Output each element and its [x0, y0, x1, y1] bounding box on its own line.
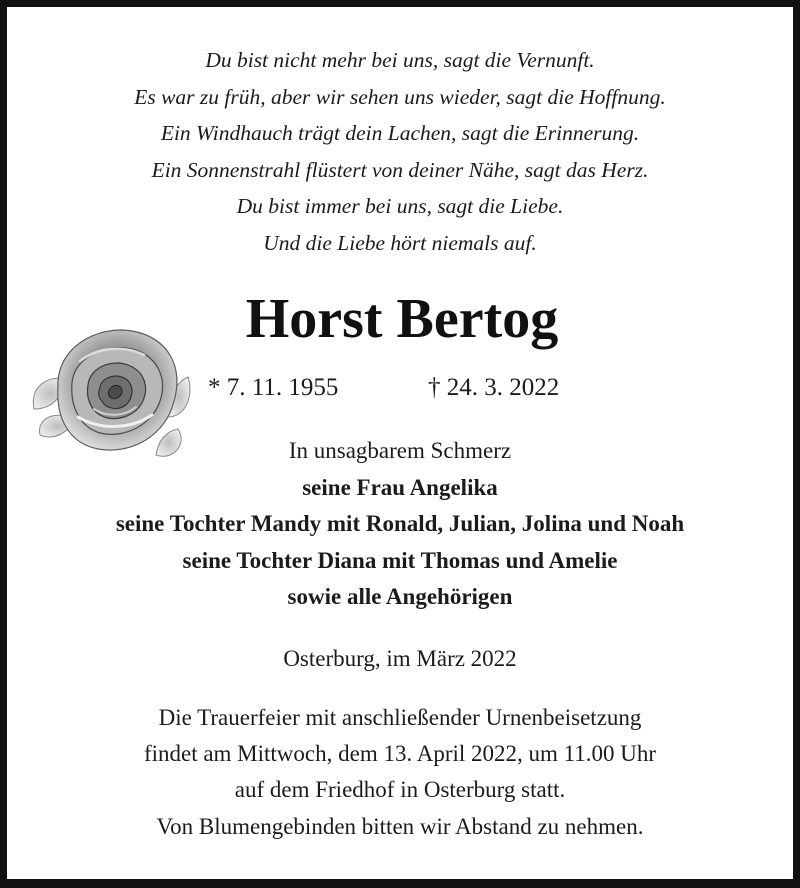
deceased-name: Horst Bertog [245, 288, 559, 350]
poem-line: Und die Liebe hört niemals auf. [263, 230, 537, 255]
funeral-notice [7, 700, 793, 845]
mourner-line: seine Tochter Mandy mit Ronald, Julian, Jolina und Noah [115, 511, 685, 536]
mourners-block [7, 433, 793, 616]
poem-line: Ein Windhauch trägt dein Lachen, sagt die Erinnerung. [160, 121, 640, 146]
birth-date: * 7. 11. 1955 [208, 374, 339, 401]
notice-line: Von Blumengebinden bitten wir Abstand zu nehmen. [156, 813, 644, 839]
death-date: † 24. 3. 2022 [428, 374, 560, 401]
notice-line: auf dem Friedhof in Osterburg statt. [234, 777, 566, 803]
poem-block [7, 42, 793, 262]
poem-line: Du bist immer bei uns, sagt die Liebe. [236, 194, 564, 219]
mourner-line: seine Frau Angelika [302, 474, 498, 500]
mourners-intro: In unsagbarem Schmerz [288, 438, 512, 463]
poem-line: Ein Sonnenstrahl flüstert von deiner Nähe, sagt das Herz. [151, 157, 649, 182]
poem-line: Es war zu früh, aber wir sehen uns wieder, sagt die Hoffnung. [134, 84, 666, 109]
notice-line: Die Trauerfeier mit anschließender Urnenbeisetzung [158, 705, 642, 730]
place-date: Osterburg, im März 2022 [283, 646, 517, 671]
mourner-line: seine Tochter Diana mit Thomas und Amelie [182, 547, 618, 573]
poem-line: Du bist nicht mehr bei uns, sagt die Vernunft. [205, 48, 595, 72]
notice-line: findet am Mittwoch, dem 13. April 2022, um 11.00 Uhr [143, 741, 657, 767]
mourner-line: sowie alle Angehörigen [287, 584, 513, 609]
